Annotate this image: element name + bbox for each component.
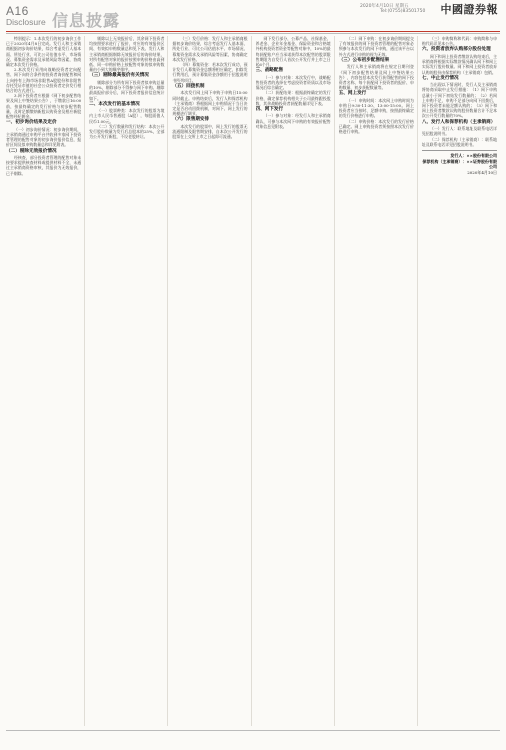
masthead-rule	[6, 31, 500, 32]
paragraph: 2.本次发行采用向战略投资者定向配售、网下向符合条件的投资者询价配售和网上向持有上海市场非限售A股股份和非限售存托凭证市值的社会公众投资者定价发行相结合的方式进行。	[6, 67, 82, 94]
paragraph: （二）网下申购：在初步询价期间提交了有效报价的网下投资者管理的配售对象必须参与本次发行的网下申购，通过该平台以外方式进行申购的视为无效。	[338, 36, 414, 57]
section-heading: （五）回拨机制	[172, 83, 205, 89]
page-number: A16	[6, 4, 29, 18]
paragraph: （三）发行价格：发行人和主承销商根据初步询价结果，综合考虑发行人基本面、所处行业、可比公司估值水平、市场情况、募集资金需求及承销风险等因素，协商确定本次发行价格。	[172, 36, 248, 62]
column-3	[172, 36, 251, 726]
paragraph: 特别提示：1.本次发行的初步询价工作已于2020年4月8日完成。发行人和主承销商根据初步询价结果，综合考虑发行人基本面、所处行业、可比公司估值水平、市场情况、募集资金需求及承销风险等因素，协商确定本次发行价格。	[6, 36, 82, 68]
column-1	[6, 36, 85, 726]
column-4	[256, 36, 335, 726]
issue-date: 2020年4月10日 星期五	[360, 4, 409, 9]
paragraph: 本次发行网上网下申购于申购日15:00同时截止。申购结束后，发行人和保荐机构（主承销商）将根据网上申购情况于当日决定是否启动回拨机制，对网下、网上发行的规模进行调节。	[172, 90, 248, 117]
paragraph: 发行人和主承销商将在规定日期刊登《网下初步配售结果及网上中签结果公告》，内容包括本次发行获得配售的网下投资者名称、每个获配网下投资者的报价、申购数量、初步获配数量等。	[338, 64, 414, 91]
paragraph: （二）保荐机构（主承销商）：联系地址及联系电话详见招股说明书。	[421, 136, 498, 147]
paragraph: （一）参与对象：本次发行中，战略配售投资者的选择在考虑投资者资质以及市场情况后综合确定。	[255, 74, 331, 91]
article-columns	[6, 36, 500, 726]
section-heading: 一、初步询价结果及定价	[6, 120, 57, 126]
paragraph: 当出现以下情况时，发行人及主承销商将协商采取中止发行措施：（1）网下申购总量小于网下初始发行数量的；（2）若网上申购不足，申购不足部分向网下回拨后，网下投资者未能足额认购的；（3）网下和网上投资者缴款认购的股份数量合计不足本次公开发行数量的70%。	[421, 82, 498, 119]
paragraph: （一）初步询价情况：初步询价期间，主承销商通过申购平台共收到多家网下投资者管理的配售对象的初步询价报价信息，报价区间及拟申购数量总和详见附表。	[6, 126, 82, 148]
section-heading: （三）公布初步配售结果	[338, 57, 390, 63]
section-heading: （六）限售期安排	[172, 117, 210, 123]
column-6	[422, 36, 500, 726]
issuer-signature: 发行人：××股份有限公司	[450, 153, 498, 159]
paragraph: 剔除以上无效报价后，其余网下投资者均按照要求进行了报价，对应的有效报价区间、有效拟申购数量总和见下表。发行人和主承销商根据剔除无效报价后的询价结果，对所有配售对象的报价按照申购价格由高到低、同一申购价格上按配售对象的拟申购数量由小到大的顺序排序。	[89, 36, 165, 73]
editorial-tel: Tel:(0755)83501750	[380, 9, 426, 14]
paragraph: 网下和网上投资者缴款认购结束后，主承销商将根据实际缴款情况确认网下和网上实际发行股份数量。网下和网上投资者放弃认购的股份由保荐机构（主承销商）包销。	[421, 53, 498, 75]
newspaper-name: 中國證券報	[440, 3, 498, 16]
section-heading: 二、本次发行的基本情况	[89, 101, 140, 107]
paragraph: （一）发行人：联系地址及联系电话详见招股说明书。	[421, 126, 498, 137]
column-5	[339, 36, 418, 726]
paragraph: （二）发行数量和发行结构：本次公开发行股份数量为发行后总股本的25%，全部为公开发行新股，不设老股转让。	[89, 123, 165, 140]
masthead-rule-thin	[6, 33, 500, 34]
paragraph: 经核查，部分投资者管理的配售对象未按要求提供核查材料或提供材料不全，未通过主承销商资格审核，其报价为无效报价，已予剔除。	[6, 155, 82, 176]
paragraph: （一）参与对象：经发行人和主承销商确认，可参与本次网下申购的有效报价配售对象信息见附表。	[255, 113, 331, 129]
paragraph: （二）申购价格：本次发行的发行价格已确定。网上申购投资者须按照本次发行价格进行申购。	[338, 118, 414, 135]
paragraph: （三）申购简称和代码：申购简称与申购代码详见本公告。	[421, 36, 498, 47]
column-2	[89, 36, 168, 726]
section-heading: 六、投资者放弃认购部分股份处理	[421, 47, 491, 53]
footer-rule	[6, 730, 500, 731]
underwriter-signature: 保荐机构（主承销商）：××证券股份有限公司	[422, 158, 498, 170]
section-heading: 三、战略配售	[255, 68, 284, 74]
paragraph: （一）股票种类：本次发行的股票为境内上市人民币普通股（A股），每股面值人民币1.00元。	[89, 108, 165, 124]
paragraph: （二）获配结果：根据最终确定的发行价格，确定保荐机构相关子公司最终跟投股数，其余战略投资者获配数量详见下表。	[255, 90, 331, 106]
signature-divider	[422, 150, 497, 151]
paragraph: 本次发行的股票中，网上发行的股票无流通限制及限售期安排，自本次公开发行的股票在上交所上市之日起即可流通。	[172, 123, 248, 140]
section-heading: 七、中止发行情况	[421, 75, 459, 81]
section-title-en: Disclosure	[6, 17, 46, 27]
paragraph: 3.网下投资者应根据《网下初步配售结果及网上中签结果公告》，于缴款日16:00前，按最终确定的发行价格与初步配售数量，及时足额缴纳新股认购资金及相应新股配售经纪佣金。	[6, 93, 82, 120]
section-heading: 五、网上发行	[338, 91, 367, 97]
paragraph: （一）申购时间：本次网上申购时间为申购日9:30-11:30、13:00-15:00。网上投资者应当按时、足额申购，按照最终确定的发行价格进行申购。	[338, 97, 414, 119]
section-heading: （三）剔除最高报价有关情况	[89, 73, 149, 79]
section-heading: 四、网下发行	[255, 106, 284, 112]
section-title-cn: 信息披露	[52, 11, 121, 30]
signature-date: 2020年4月10日	[467, 169, 498, 175]
paragraph: 网下发行部分，公募产品、社保基金、养老金、企业年金基金、保险资金和合格境外机构投资者资金等配售对象中，10%的最终获配账户应当承诺获得本次配售的股票限售期限为自发行人首次公开发行并上市之日起6个月。	[255, 36, 331, 68]
paragraph: （四）募集资金：若本次发行成功，预计发行人募集资金总额将相应确定，扣除发行费用后，预计募集资金净额用于招股说明书所列项目。	[172, 62, 248, 83]
paragraph: 剔除部分为所有网下投资者拟申购总量的10%，剔除部分不得参与网下申购。剔除最高报价部分后，网下投资者报价信息统计如下。	[89, 79, 165, 101]
section-heading: 八、发行人和保荐机构（主承销商）	[421, 119, 496, 125]
section-heading: （二）剔除无效报价情况	[6, 148, 57, 154]
